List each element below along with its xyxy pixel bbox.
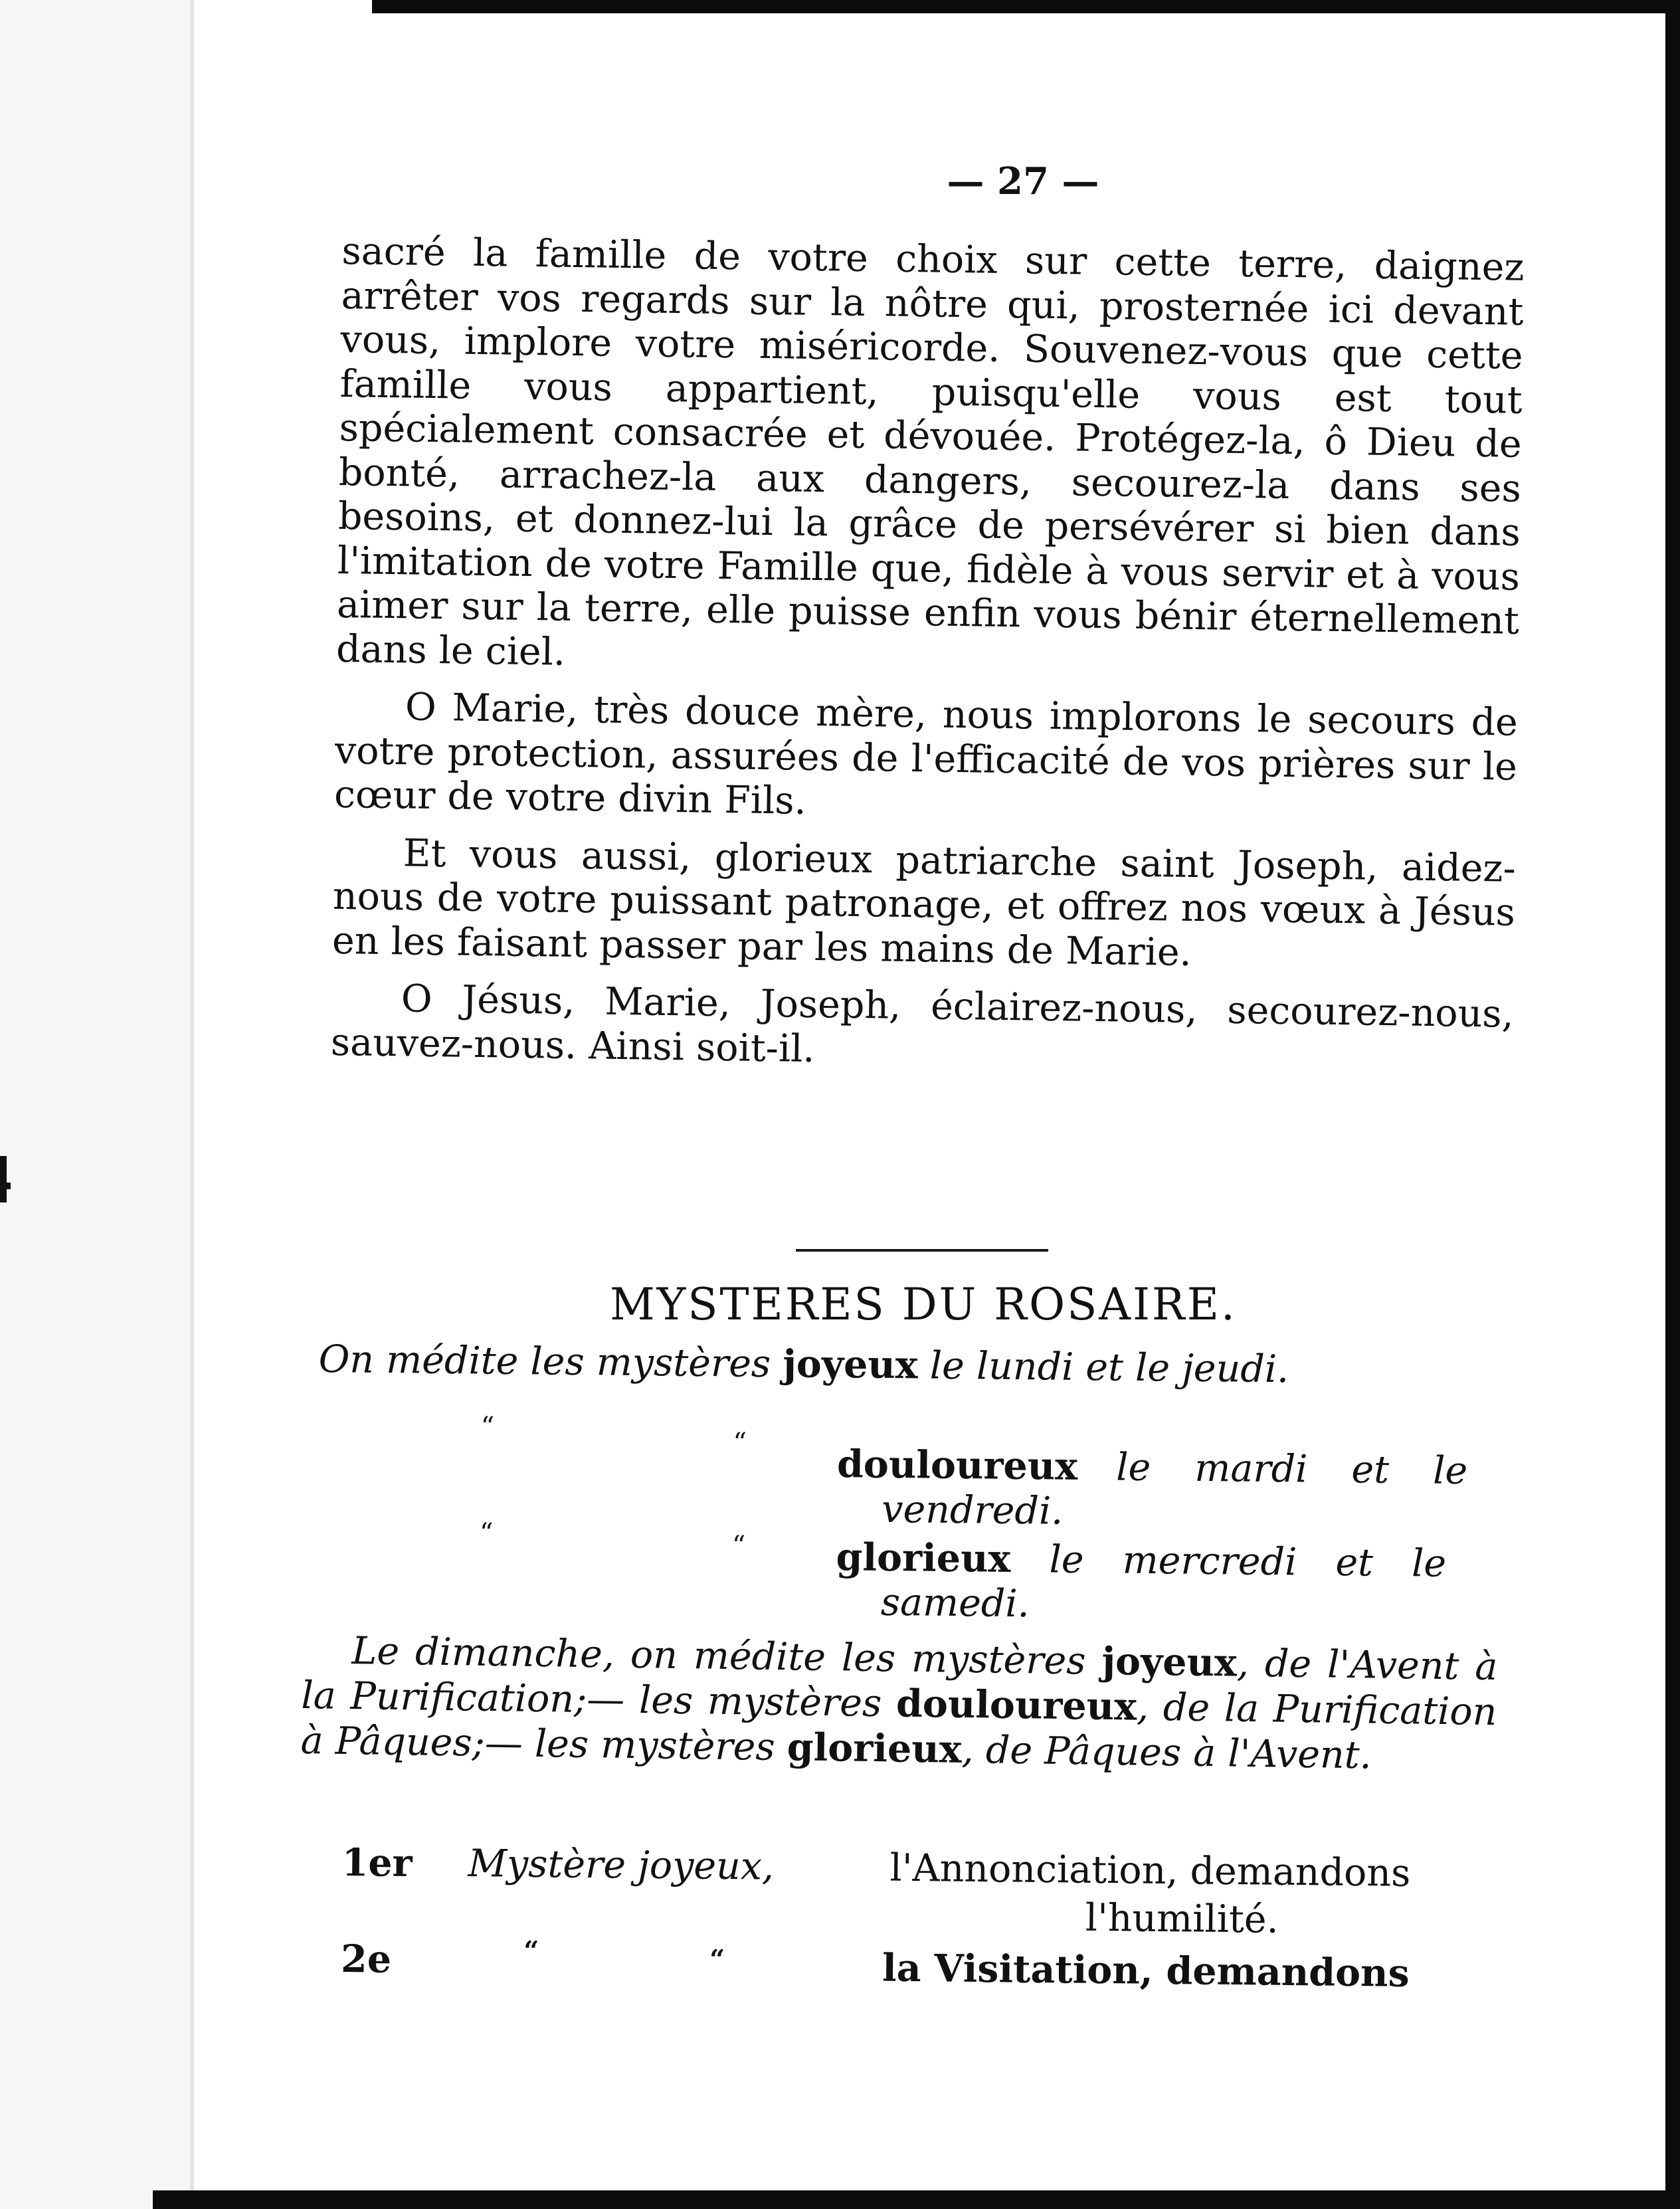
scan-mark bbox=[7, 1183, 11, 1189]
scan-left-margin bbox=[0, 0, 194, 2209]
list-text: la Visitation, demandons bbox=[882, 1945, 1410, 1996]
sunday-paragraph bbox=[300, 1628, 1498, 1780]
list-text: l'Annonciation, demandons bbox=[889, 1846, 1411, 1895]
ditto-mark: “ bbox=[523, 1935, 539, 1967]
page-number: — 27 — bbox=[947, 159, 1099, 203]
schedule-text: le mardi et le bbox=[1115, 1445, 1468, 1493]
schedule-text: On médite les mystères bbox=[318, 1337, 771, 1387]
schedule-line bbox=[318, 1337, 1289, 1391]
prayer-paragraph: O Marie, très douce mère, nous implorons le secours de votre protection, assurées de l'efficacité de vos prières sur le cœur de votre divin Fils. bbox=[333, 685, 1519, 823]
schedule-text: le mercredi et le bbox=[1049, 1537, 1447, 1586]
schedule-bold: douloureux bbox=[836, 1442, 1078, 1489]
ditto-mark: “ bbox=[709, 1943, 725, 1976]
schedule-bold: glorieux bbox=[836, 1535, 1011, 1581]
sunday-text: Le dimanche, on médite les mystères joyeux, de l'Avent à la Purification;— les mystères douloureux, de la Purification à Pâques;— les mystères glorieux, de Pâques à l'Avent. bbox=[300, 1629, 1498, 1778]
schedule-line bbox=[837, 1442, 1468, 1493]
prayer-paragraph: O Jésus, Marie, Joseph, éclairez-nous, secourez-nous, sauvez-nous. Ainsi soit-il. bbox=[330, 977, 1515, 1071]
prayer-text bbox=[330, 229, 1525, 1094]
section-title: MYSTERES DU ROSAIRE. bbox=[610, 1279, 1237, 1330]
mysteries-schedule bbox=[318, 1337, 1501, 1626]
list-text: l'humilité. bbox=[1085, 1895, 1279, 1942]
list-number: 1er bbox=[341, 1840, 413, 1886]
mysteries-list bbox=[340, 1840, 1531, 1996]
section-divider bbox=[796, 1249, 1048, 1252]
ditto-mark: “ bbox=[479, 1517, 494, 1549]
ditto-mark: “ bbox=[733, 1427, 747, 1458]
schedule-text: le lundi et le jeudi. bbox=[929, 1343, 1289, 1392]
prayer-paragraph: Et vous aussi, glorieux patriarche saint Joseph, aidez-nous de votre puissant patronage, et offrez nos vœux à Jésus en les faisant passer par les mains de Marie. bbox=[331, 830, 1517, 975]
schedule-line: samedi. bbox=[880, 1580, 1030, 1626]
list-number: 2e bbox=[340, 1936, 392, 1982]
prayer-paragraph: sacré la famille de votre choix sur cette terre, daignez arrêter vos regards sur la nôtre qui, prosternée ici devant vous, implore votre miséricorde. Souvenez-vous que cette famille vous appartient, puisqu'elle vous est tout spécialement consacrée et dévouée. Protégez-la, ô Dieu de bonté, arrachez-la aux dangers, secourez-la dans ses besoins, et donnez-lui la grâce de persévérer si bien dans l'imitation de votre Famille que, fidèle à vous servir et à vous aimer sur la terre, elle puisse enfin vous bénir éternellement dans le ciel. bbox=[335, 229, 1525, 674]
ditto-mark: “ bbox=[480, 1411, 495, 1442]
ditto-mark: “ bbox=[731, 1530, 746, 1561]
book-page bbox=[199, 0, 1680, 2209]
list-label: Mystère joyeux, bbox=[468, 1841, 775, 1889]
schedule-line bbox=[836, 1535, 1446, 1586]
schedule-bold: joyeux bbox=[782, 1341, 919, 1388]
scan-mark bbox=[0, 1156, 7, 1202]
schedule-line: vendredi. bbox=[881, 1487, 1064, 1533]
